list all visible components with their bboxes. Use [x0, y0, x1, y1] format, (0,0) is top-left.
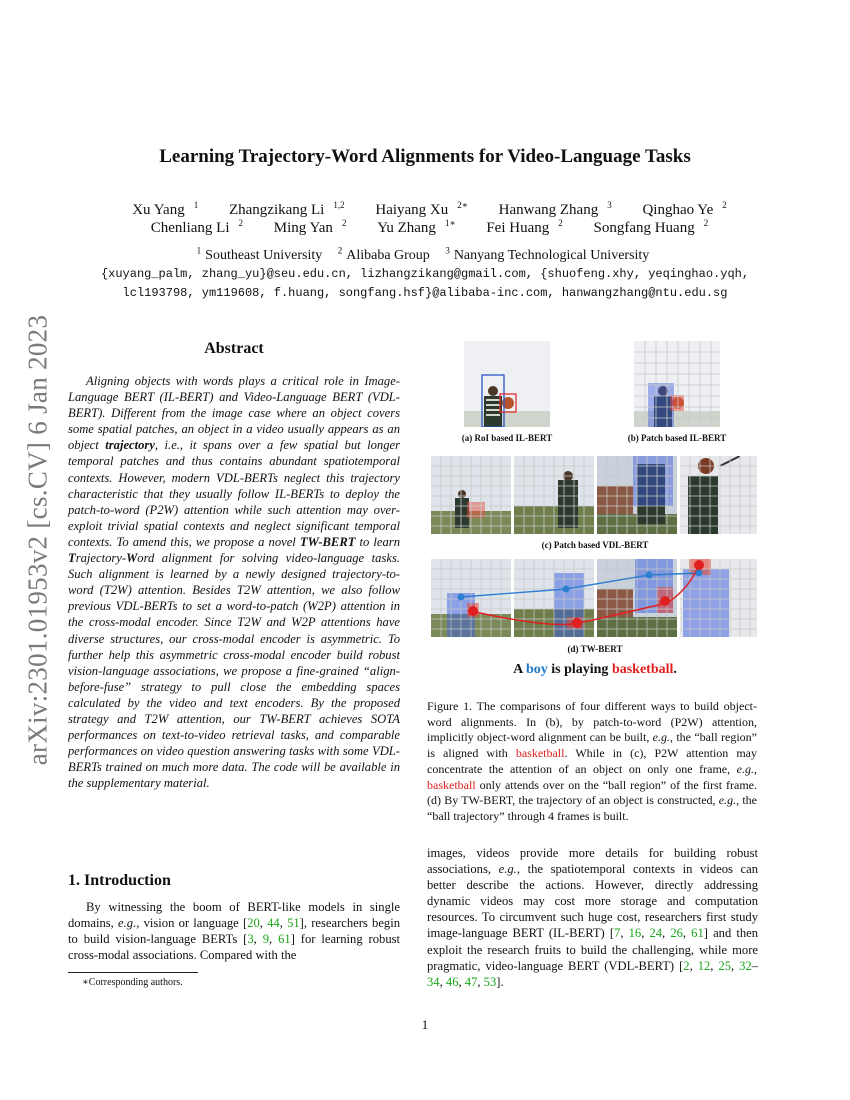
- introduction-heading: 1. Introduction: [68, 872, 171, 889]
- citation-link[interactable]: 32: [739, 958, 752, 973]
- citation-link[interactable]: 34: [427, 974, 440, 989]
- figure-panel-roi-il-bert: [464, 341, 550, 427]
- paper-title: Learning Trajectory-Word Alignments for Video-Language Tasks: [159, 146, 691, 167]
- affiliations: $^1$ Southeast University $^2$ Alibaba Group $^3$ Nanyang Technological University: [196, 245, 650, 263]
- figure-caption: Figure 1. The comparisons of four different ways to build object-word alignments. In (b), by patch-to-word (P2W) attention, implicitly object-word alignment can be built, e.g., the “ball region” is aligned with basketball. While in (c), P2W attention may concentrate the attention of an object on only one frame, e.g., basketball only attends over on the “ball region” of the first frame. (d) By TW-BERT, the trajectory of an object is constructed, e.g., the “ball trajectory” through 4 frames is built.: [427, 699, 757, 823]
- citation-link[interactable]: 20: [247, 916, 260, 931]
- citation-link[interactable]: 9: [262, 932, 270, 947]
- citation-link[interactable]: 2: [683, 958, 690, 973]
- citation-link[interactable]: 24: [649, 926, 663, 941]
- authors-line-2: [0, 218, 850, 237]
- author: Yu Zhang $^{1∗}$: [377, 218, 456, 236]
- emails-line-2: lcl193798, ym119608, f.huang, songfang.hsf}@alibaba-inc.com, hanwangzhang@ntu.edu.sg: [122, 286, 728, 300]
- subfigure-label-d: (d) TW-BERT: [567, 644, 623, 654]
- footnote-rule: [68, 972, 198, 973]
- figure-panel-tw-bert: [431, 559, 757, 637]
- author: Hanwang Zhang $^3$: [498, 200, 612, 218]
- subfigure-label-a: (a) RoI based IL-BERT: [461, 433, 553, 443]
- citation-link[interactable]: 51: [287, 916, 300, 931]
- arxiv-identifier-text: arXiv:2301.01953v2 [cs.CV] 6 Jan 2023: [22, 314, 53, 766]
- author: Chenliang Li $^2$: [150, 218, 243, 236]
- citation-link[interactable]: 26: [670, 926, 683, 941]
- figure-sentence: A boy is playing basketball.: [513, 662, 677, 677]
- introduction-body: By witnessing the boom of BERT-like models in single domains, e.g., vision or language [20, 44, 51], researchers begin to build vision-language BERTs [3, 9, 61] for learning robust cross-modal associations. Compared with the: [68, 900, 401, 963]
- abstract-body: Aligning objects with words plays a critical role in Image-Language BERT (IL-BERT) and Video-Language BERT (VDL-BERT). Different from the image case where an object covers some spatial patches, an object in a video usually appears as an object trajectory, i.e., it spans over a few spatial but longer temporal patches and thus contains abundant spatiotemporal contexts. However, modern VDL-BERTs neglect this trajectory characteristic that they usually follow IL-BERTs to deploy the patch-to-word (P2W) attention while such attention may over-exploit trivial spatial contexts and neglect significant temporal contexts. To amend this, we propose a novel TW-BERT to learn Trajectory-Word alignment for solving video-language tasks. Such alignment is learned by a newly designed trajectory-to-word (T2W) attention. Besides T2W attention, we also follow previous VDL-BERTs to set a word-to-patch (W2P) attention in the cross-modal encoder. Since T2W and W2P attentions have diverse structures, our cross-modal encoder is asymmetric. To further help this asymmetric cross-modal encoder build robust vision-language associations, we propose a fine-grained “align-before-fuse” strategy to pull close the embedding spaces calculated by the video and text encoders. By the proposed strategy and T2W attention, our TW-BERT achieves SOTA performances on text-to-video retrieval tasks, and comparable performances on video question answering tasks with some VDL-BERTs trained on much more data. The code will be available in the supplementary material.: [68, 374, 400, 791]
- citation-link[interactable]: 44: [267, 916, 280, 931]
- author: Haiyang Xu $^{2∗}$: [375, 200, 468, 218]
- figure-panel-vdl-frame-2: [514, 456, 594, 534]
- author: Qinghao Ye $^2$: [642, 200, 727, 218]
- citation-link[interactable]: 61: [691, 926, 704, 941]
- citation-link[interactable]: 25: [718, 958, 732, 973]
- citation-link[interactable]: 53: [483, 974, 497, 989]
- page-number: 1: [421, 1017, 429, 1032]
- author: Fei Huang $^2$: [486, 218, 563, 236]
- citation-link[interactable]: 16: [628, 926, 642, 941]
- author: Songfang Huang $^2$: [593, 218, 709, 236]
- subfigure-label-b: (b) Patch based IL-BERT: [627, 433, 727, 443]
- emails-line-1: {xuyang_palm, zhang_yu}@seu.edu.cn, lizhangzikang@gmail.com, {shuofeng.xhy, yeqinghao.yqh,: [100, 267, 750, 281]
- author: Zhangzikang Li $^{1,2}$: [228, 200, 345, 218]
- figure-panel-patch-il-bert: [634, 341, 720, 427]
- figure-panel-vdl-frame-4: [680, 456, 757, 534]
- citation-link[interactable]: 3: [247, 932, 254, 947]
- citation-link[interactable]: 7: [614, 926, 621, 941]
- citation-link[interactable]: 61: [278, 932, 291, 947]
- abstract-heading: Abstract: [204, 340, 264, 357]
- citation-link[interactable]: 46: [445, 974, 459, 989]
- citation-link[interactable]: 47: [464, 974, 478, 989]
- authors-line-1: [0, 200, 850, 219]
- figure-panel-vdl-frame-1: [431, 456, 511, 534]
- arxiv-identifier: [8, 305, 68, 775]
- author: Xu Yang $^1$: [132, 200, 199, 218]
- right-column-body: images, videos provide more details for building robust associations, e.g., the spatiotemporal contexts in videos can better describe the actions. However, directly addressing dynamic videos may cost more storage and computation resources. To circumvent such huge cost, researchers first study image-language BERT (IL-BERT) [7, 16, 24, 26, 61] and then exploit the research fruits to build the challenging, while more pragmatic, video-language BERT (VDL-BERT) [2, 12, 25, 32–34, 46, 47, 53].: [427, 846, 759, 989]
- subfigure-label-c: (c) Patch based VDL-BERT: [541, 540, 649, 550]
- author: Ming Yan $^2$: [273, 218, 347, 236]
- citation-link[interactable]: 12: [697, 958, 711, 973]
- footnote: ∗Corresponding authors.: [82, 977, 183, 988]
- figure-panel-vdl-frame-3: [597, 456, 677, 534]
